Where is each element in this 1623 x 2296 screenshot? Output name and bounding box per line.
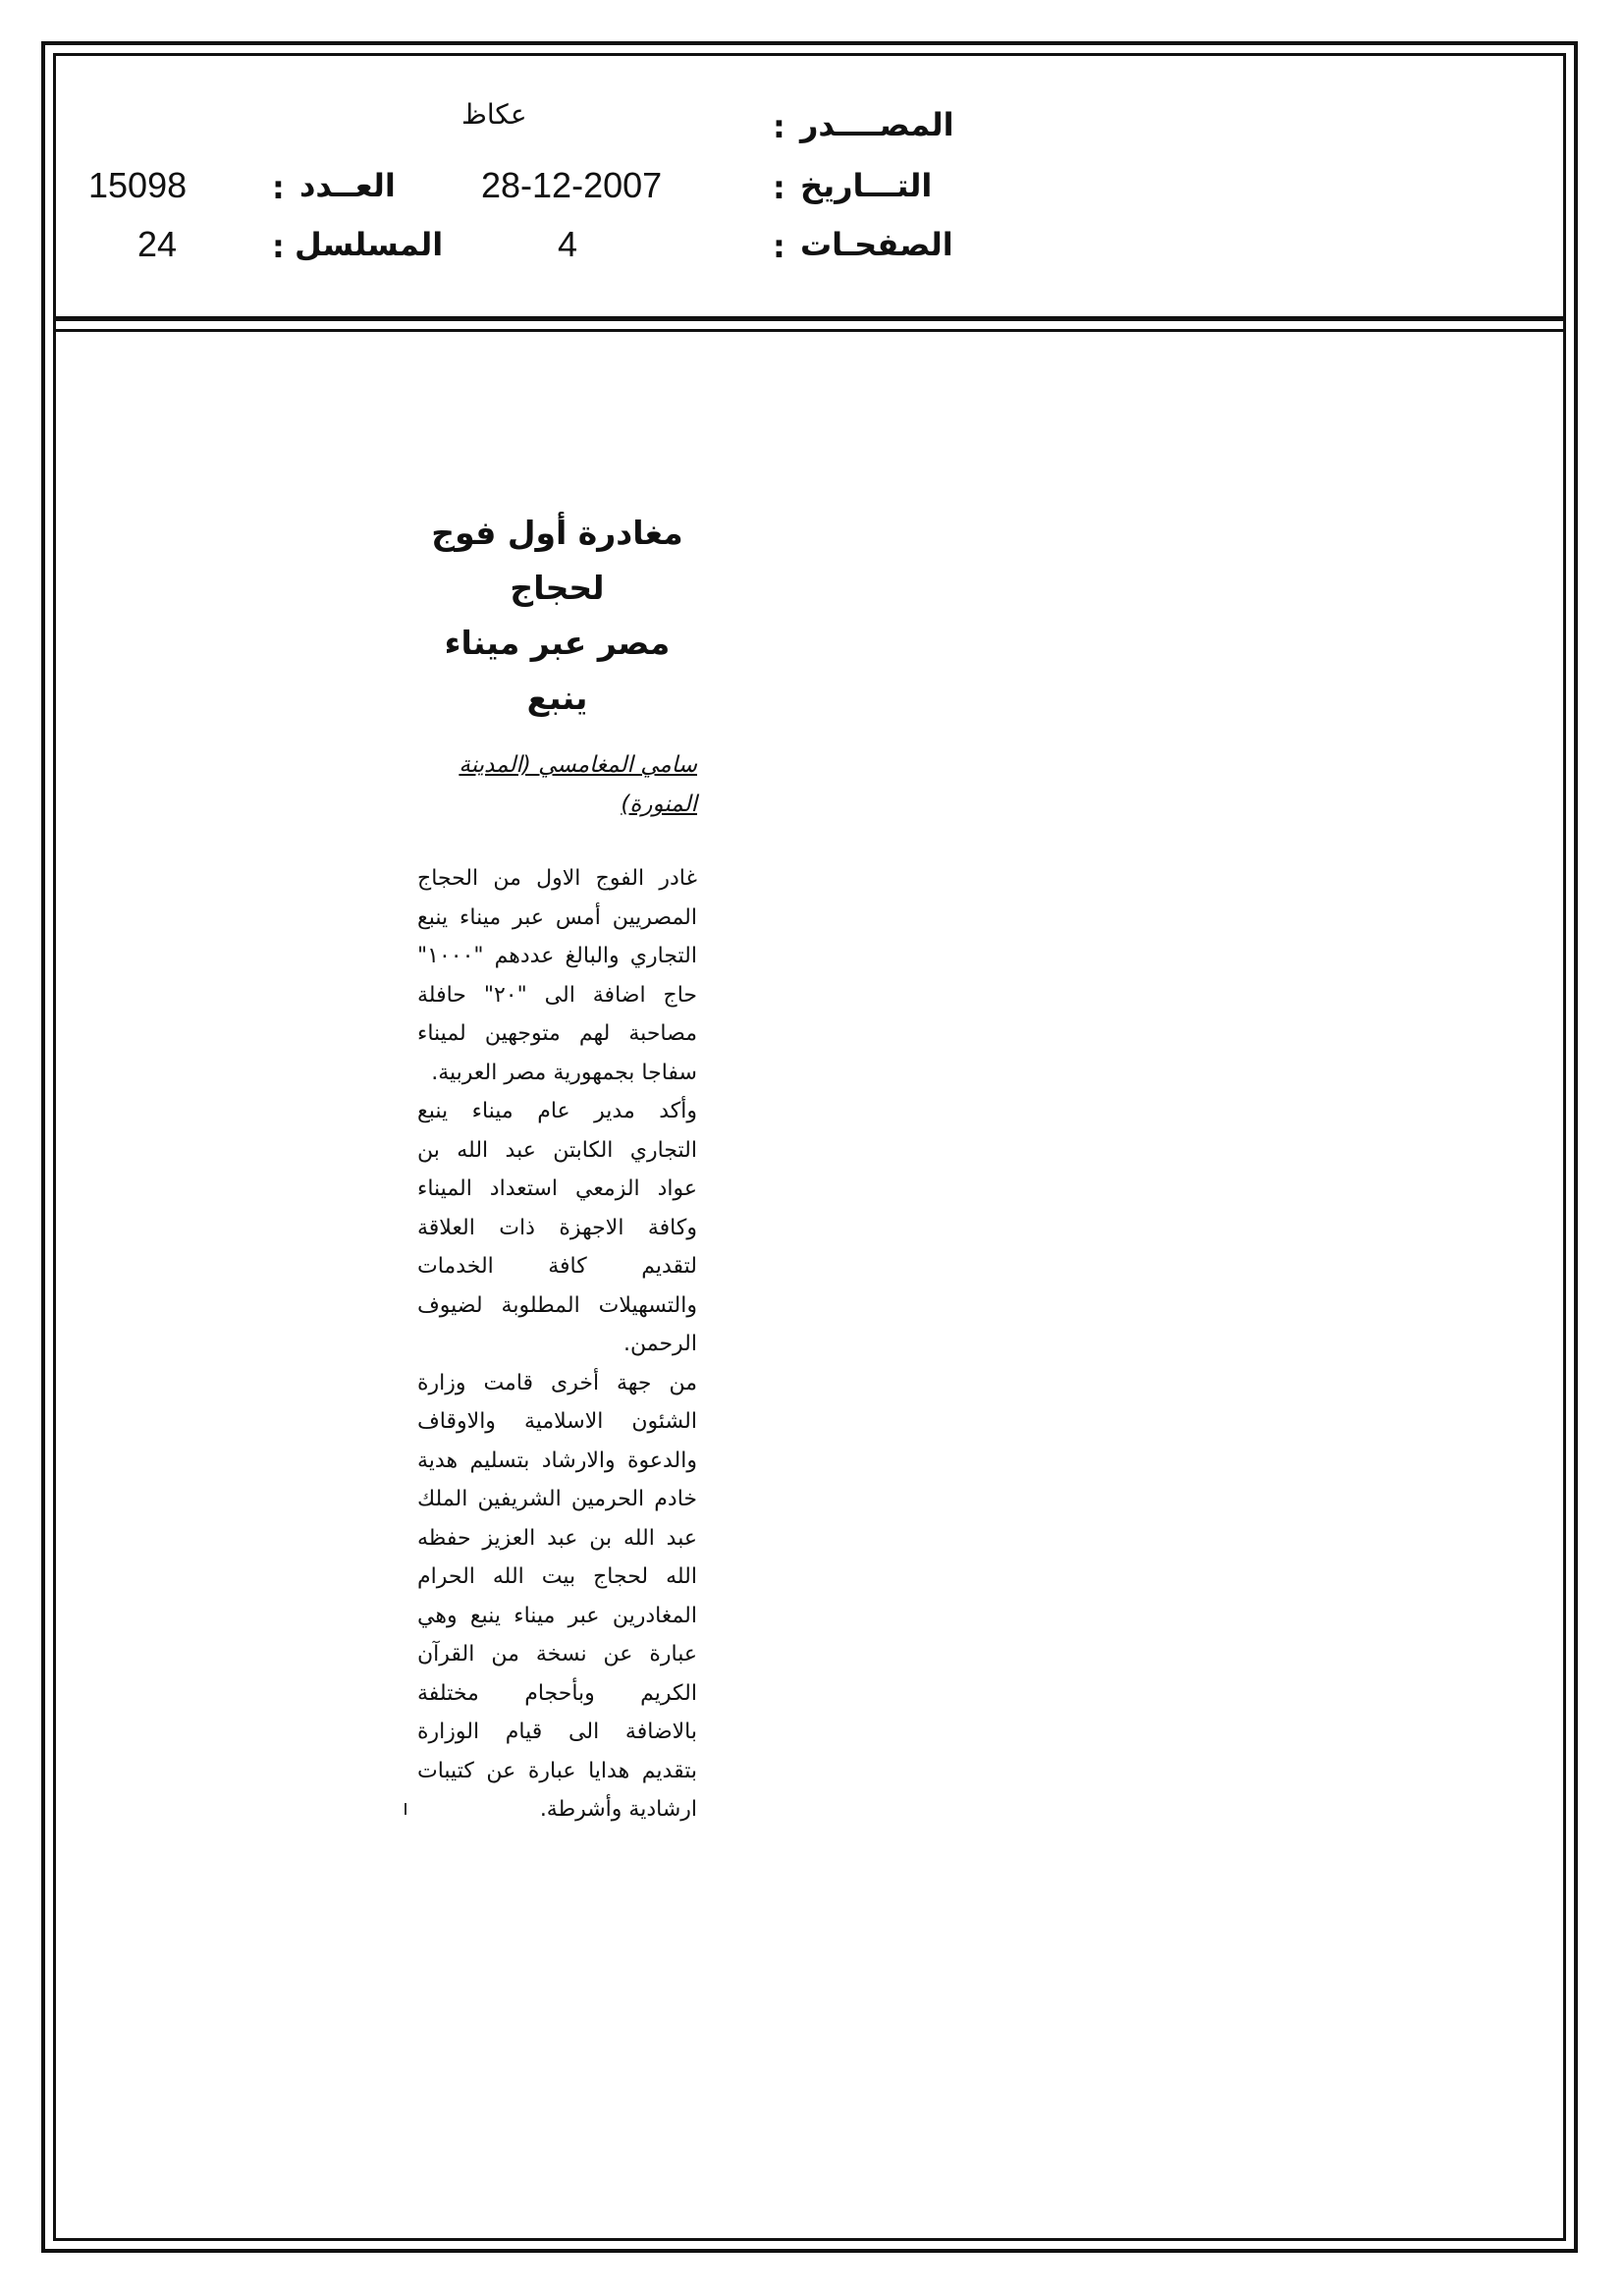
serial-colon: : xyxy=(272,228,285,265)
scan-mark xyxy=(405,1803,406,1815)
article-clipping xyxy=(417,506,697,1830)
headline-line-1: مغادرة أول فوج لحجاج xyxy=(431,514,683,607)
byline: سامي المغامسي (المدينة المنورة) xyxy=(459,752,697,817)
date-colon: : xyxy=(773,169,785,206)
pages-label: الصفحـات xyxy=(800,226,953,263)
issue-value: 15098 xyxy=(88,165,188,205)
date-value: 28-12-2007 xyxy=(481,165,663,205)
serial-value: 24 xyxy=(137,224,178,264)
article-paragraph-2: وأكد مدير عام ميناء ينبع التجاري الكابتن عبد الله بن عواد الزمعي استعداد الميناء وكافة الاجهزة ذات العلاقة لتقديم كافة الخدمات والتسهيلات المطلوبة لضيوف الرحمن. xyxy=(417,1099,697,1356)
article-paragraph-3: من جهة أخرى قامت وزارة الشئون الاسلامية والاوقاف والدعوة والارشاد بتسليم هدية خادم الحرمين الشريفين الملك عبد الله بن عبد العزيز حفظه الله لحجاج بيت الله الحرام المغادرين عبر ميناء ينبع وهي عبارة عن نسخة من القرآن الكريم وبأحجام مختلفة بالاضافة الى قيام الوزارة بتقديم هدايا عبارة عن كتيبات ارشادية وأشرطة. xyxy=(417,1370,697,1822)
date-label: التـــاريخ xyxy=(800,167,933,204)
issue-label: العــدد xyxy=(299,167,396,204)
inner-frame xyxy=(53,53,1566,2241)
headline-line-2: مصر عبر ميناء ينبع xyxy=(444,624,671,717)
issue-colon: : xyxy=(272,169,285,206)
source-colon: : xyxy=(773,108,785,145)
source-value: عكاظ xyxy=(461,98,527,131)
header-divider-thin xyxy=(53,329,1566,332)
source-label: المصــــدر xyxy=(800,106,954,143)
header-divider xyxy=(53,316,1566,321)
article-body xyxy=(417,859,697,1830)
serial-label: المسلسل xyxy=(295,226,444,263)
pages-colon: : xyxy=(773,228,785,265)
pages-value: 4 xyxy=(558,224,578,264)
article-paragraph-1: غادر الفوج الاول من الحجاج المصريين أمس عبر ميناء ينبع التجاري والبالغ عددهم "١٠٠٠" حاج اضافة الى "٢٠" حافلة مصاحبة لهم متوجهين لميناء سفاجا بجمهورية مصر العربية. xyxy=(417,866,698,1085)
